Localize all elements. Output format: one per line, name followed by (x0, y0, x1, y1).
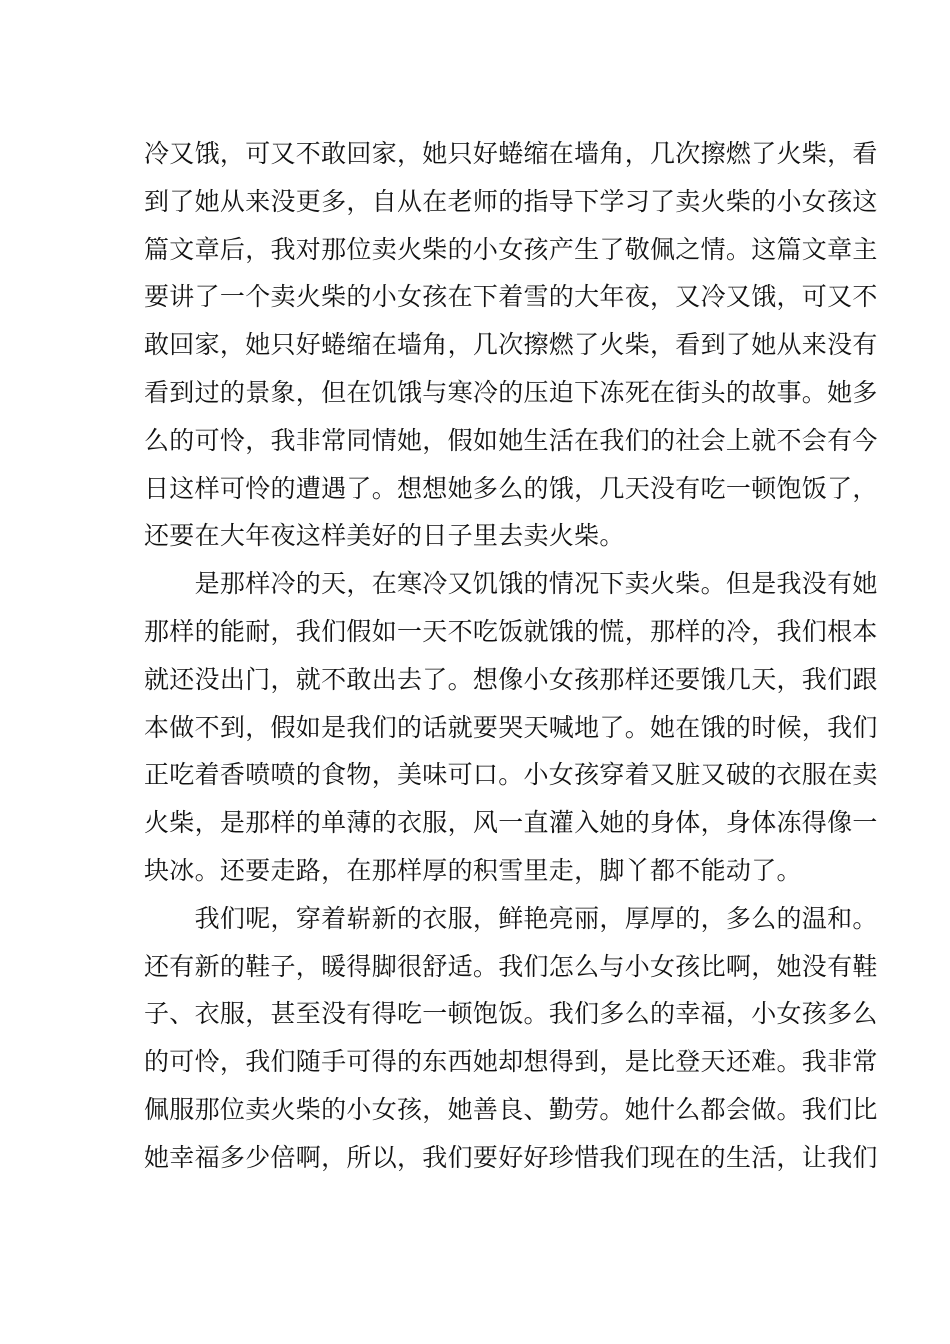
text-line: 是那样冷的天，在寒冷又饥饿的情况下卖火柴。但是我没有她 (144, 569, 878, 599)
text-line: 火柴，是那样的单薄的衣服，风一直灌入她的身体，身体冻得像一 (144, 808, 878, 838)
text-line: 么的可怜，我非常同情她，假如她生活在我们的社会上就不会有今 (144, 425, 878, 455)
text-line: 看到过的景象，但在饥饿与寒冷的压迫下冻死在街头的故事。她多 (144, 377, 878, 407)
text-line: 敢回家，她只好蜷缩在墙角，几次擦燃了火柴，看到了她从来没有 (144, 330, 878, 360)
text-line: 日这样可怜的遭遇了。想想她多么的饿，几天没有吃一顿饱饭了， (144, 473, 878, 503)
text-line: 我们呢，穿着崭新的衣服，鲜艳亮丽，厚厚的，多么的温和。 (144, 903, 878, 933)
text-line: 冷又饿，可又不敢回家，她只好蜷缩在墙角，几次擦燃了火柴，看 (144, 139, 878, 168)
paragraph-3 (144, 895, 878, 1182)
text-line: 那样的能耐，我们假如一天不吃饭就饿的慌，那样的冷，我们根本 (144, 616, 878, 646)
text-line: 还有新的鞋子，暖得脚很舒适。我们怎么与小女孩比啊，她没有鞋 (144, 951, 878, 981)
paragraph-2 (144, 560, 878, 895)
text-line: 佩服那位卖火柴的小女孩，她善良、勤劳。她什么都会做。我们比 (144, 1094, 878, 1124)
text-line: 就还没出门，就不敢出去了。想像小女孩那样还要饿几天，我们跟 (144, 664, 878, 694)
text-line: 要讲了一个卖火柴的小女孩在下着雪的大年夜，又冷又饿，可又不 (144, 282, 878, 312)
text-line: 子、衣服，甚至没有得吃一顿饱饭。我们多么的幸福，小女孩多么 (144, 999, 878, 1029)
body-text (144, 130, 878, 1182)
paragraph-1 (144, 130, 878, 560)
text-line: 到了她从来没更多，自从在老师的指导下学习了卖火柴的小女孩这 (144, 186, 878, 216)
text-line: 本做不到，假如是我们的话就要哭天喊地了。她在饿的时候，我们 (144, 712, 878, 742)
text-line: 的可怜，我们随手可得的东西她却想得到，是比登天还难。我非常 (144, 1047, 878, 1077)
text-line: 块冰。还要走路，在那样厚的积雪里走，脚丫都不能动了。 (144, 855, 802, 885)
text-line: 正吃着香喷喷的食物，美味可口。小女孩穿着又脏又破的衣服在卖 (144, 760, 878, 790)
text-line: 还要在大年夜这样美好的日子里去卖火柴。 (144, 521, 625, 551)
text-line: 篇文章后，我对那位卖火柴的小女孩产生了敬佩之情。这篇文章主 (144, 234, 878, 264)
text-line: 她幸福多少倍啊，所以，我们要好好珍惜我们现在的生活，让我们 (144, 1142, 878, 1172)
